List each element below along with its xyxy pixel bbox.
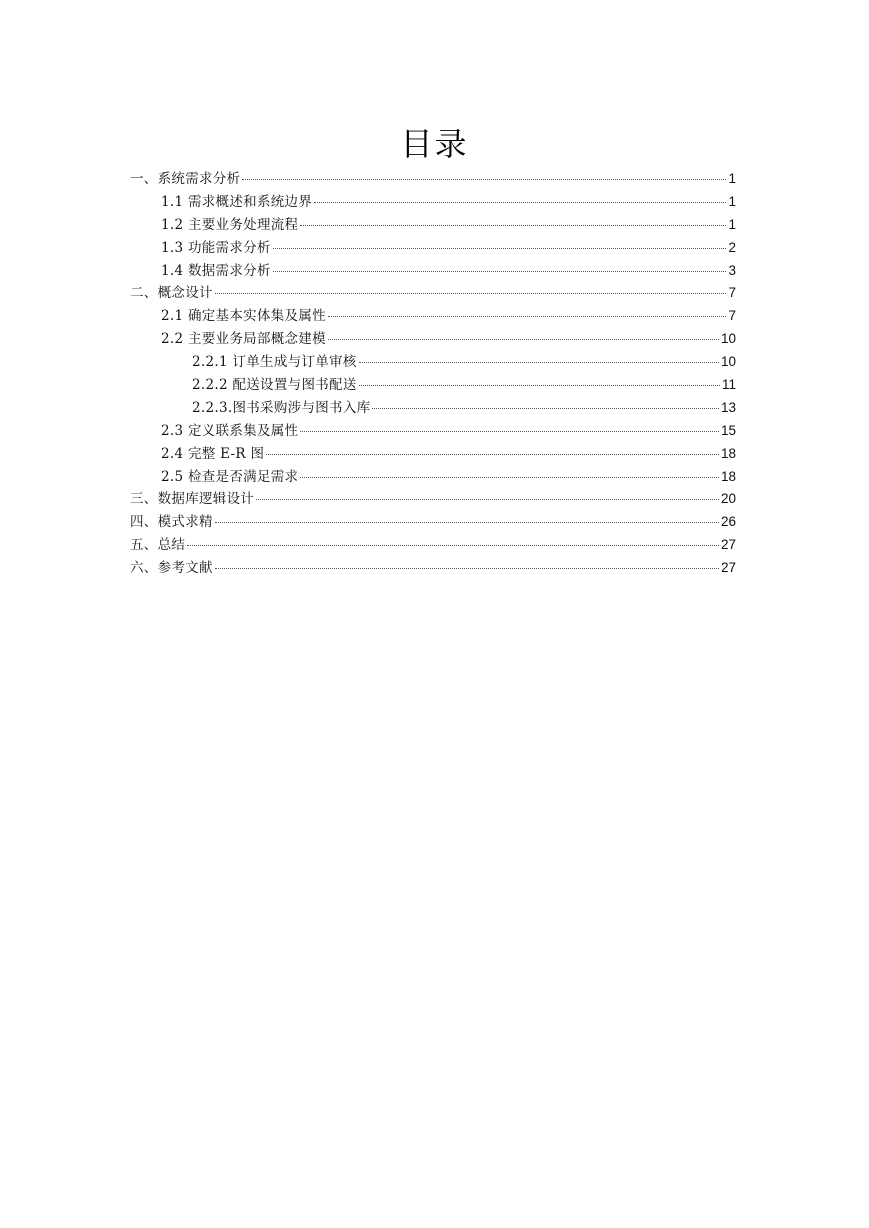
toc-page-number[interactable]: 26 bbox=[720, 514, 736, 530]
toc-entry-title[interactable]: 2.2.3.图书采购涉与图书入库 bbox=[192, 399, 371, 416]
toc-page-number[interactable]: 27 bbox=[720, 560, 736, 576]
toc-title: 目录 bbox=[400, 125, 469, 163]
toc-dot-leader bbox=[256, 499, 719, 500]
toc-dot-leader bbox=[187, 545, 719, 546]
toc-entry-title[interactable]: 1.2 主要业务处理流程 bbox=[161, 216, 299, 233]
toc-dot-leader bbox=[372, 408, 719, 409]
toc-entry[interactable] bbox=[130, 214, 736, 237]
toc-dot-leader bbox=[359, 362, 719, 363]
toc-entry[interactable] bbox=[130, 237, 736, 260]
toc-page-number[interactable]: 10 bbox=[720, 354, 736, 370]
toc-page-number[interactable]: 15 bbox=[720, 422, 736, 438]
toc-entry-title[interactable]: 二、概念设计 bbox=[130, 285, 213, 302]
toc-entry[interactable] bbox=[130, 328, 736, 351]
toc-dot-leader bbox=[215, 522, 719, 523]
toc-entry[interactable] bbox=[130, 557, 736, 580]
toc-dot-leader bbox=[242, 179, 726, 180]
toc-entry-title[interactable]: 2.4 完整 E-R 图 bbox=[161, 445, 265, 462]
toc-entry[interactable] bbox=[130, 420, 736, 443]
toc-page-number[interactable]: 2 bbox=[728, 239, 736, 255]
toc-entry-title[interactable]: 2.2 主要业务局部概念建模 bbox=[161, 331, 326, 348]
toc-entry[interactable] bbox=[130, 260, 736, 283]
toc-page-number[interactable]: 11 bbox=[721, 377, 736, 393]
toc-page-number[interactable]: 7 bbox=[728, 285, 736, 301]
toc-entry[interactable] bbox=[130, 191, 736, 214]
toc-page-number[interactable]: 18 bbox=[720, 445, 736, 461]
toc-entry-title[interactable]: 2.2.1 订单生成与订单审核 bbox=[192, 354, 357, 371]
toc-entry-title[interactable]: 1.3 功能需求分析 bbox=[161, 239, 271, 256]
toc-page-number[interactable]: 10 bbox=[720, 331, 736, 347]
toc-dot-leader bbox=[328, 316, 727, 317]
toc-entry[interactable] bbox=[130, 351, 736, 374]
toc-entry-title[interactable]: 2.3 定义联系集及属性 bbox=[161, 422, 299, 439]
toc-dot-leader bbox=[300, 431, 719, 432]
toc-entry[interactable] bbox=[130, 488, 736, 511]
toc-dot-leader bbox=[300, 477, 719, 478]
toc-entry[interactable] bbox=[130, 374, 736, 397]
toc-entry-title[interactable]: 2.1 确定基本实体集及属性 bbox=[161, 308, 326, 325]
toc-page-number[interactable]: 27 bbox=[720, 537, 736, 553]
toc-page-number[interactable]: 1 bbox=[728, 193, 736, 209]
toc-entry-title[interactable]: 1.4 数据需求分析 bbox=[161, 262, 271, 279]
toc-dot-leader bbox=[273, 271, 727, 272]
toc-dot-leader bbox=[215, 568, 719, 569]
toc-entry-title[interactable]: 一、系统需求分析 bbox=[130, 171, 241, 187]
toc-entry[interactable] bbox=[130, 443, 736, 466]
toc-page-number[interactable]: 13 bbox=[720, 399, 736, 415]
toc-dot-leader bbox=[273, 248, 727, 249]
toc-dot-leader bbox=[215, 293, 727, 294]
toc-entry-title[interactable]: 2.5 检查是否满足需求 bbox=[161, 468, 299, 485]
toc-entry[interactable] bbox=[130, 397, 736, 420]
toc-entry[interactable] bbox=[130, 534, 736, 557]
toc-page-number[interactable]: 18 bbox=[720, 468, 736, 484]
toc-page-number[interactable]: 1 bbox=[728, 216, 736, 232]
toc-dot-leader bbox=[266, 454, 719, 455]
toc-entry-title[interactable]: 1.1 需求概述和系统边界 bbox=[161, 193, 313, 210]
toc-entry-title[interactable]: 三、数据库逻辑设计 bbox=[130, 491, 255, 508]
toc-page-number[interactable]: 1 bbox=[728, 171, 736, 186]
toc-entry-title[interactable]: 2.2.2 配送设置与图书配送 bbox=[192, 377, 357, 394]
toc-dot-leader bbox=[314, 202, 726, 203]
toc-page-number[interactable]: 3 bbox=[728, 262, 736, 278]
toc-page-number[interactable]: 20 bbox=[720, 491, 736, 507]
toc-entry-title[interactable]: 六、参考文献 bbox=[130, 560, 213, 577]
toc-entry[interactable] bbox=[130, 168, 736, 191]
toc-entry[interactable] bbox=[130, 305, 736, 328]
toc-entry[interactable] bbox=[130, 466, 736, 489]
toc-entry[interactable] bbox=[130, 282, 736, 305]
toc-entry-title[interactable]: 四、模式求精 bbox=[130, 514, 213, 531]
toc-dot-leader bbox=[359, 385, 720, 386]
toc-page-number[interactable]: 7 bbox=[728, 308, 736, 324]
toc-entry-title[interactable]: 五、总结 bbox=[130, 537, 186, 554]
toc-dot-leader bbox=[300, 225, 726, 226]
table-of-contents bbox=[130, 168, 736, 580]
toc-entry[interactable] bbox=[130, 511, 736, 534]
toc-dot-leader bbox=[328, 339, 719, 340]
